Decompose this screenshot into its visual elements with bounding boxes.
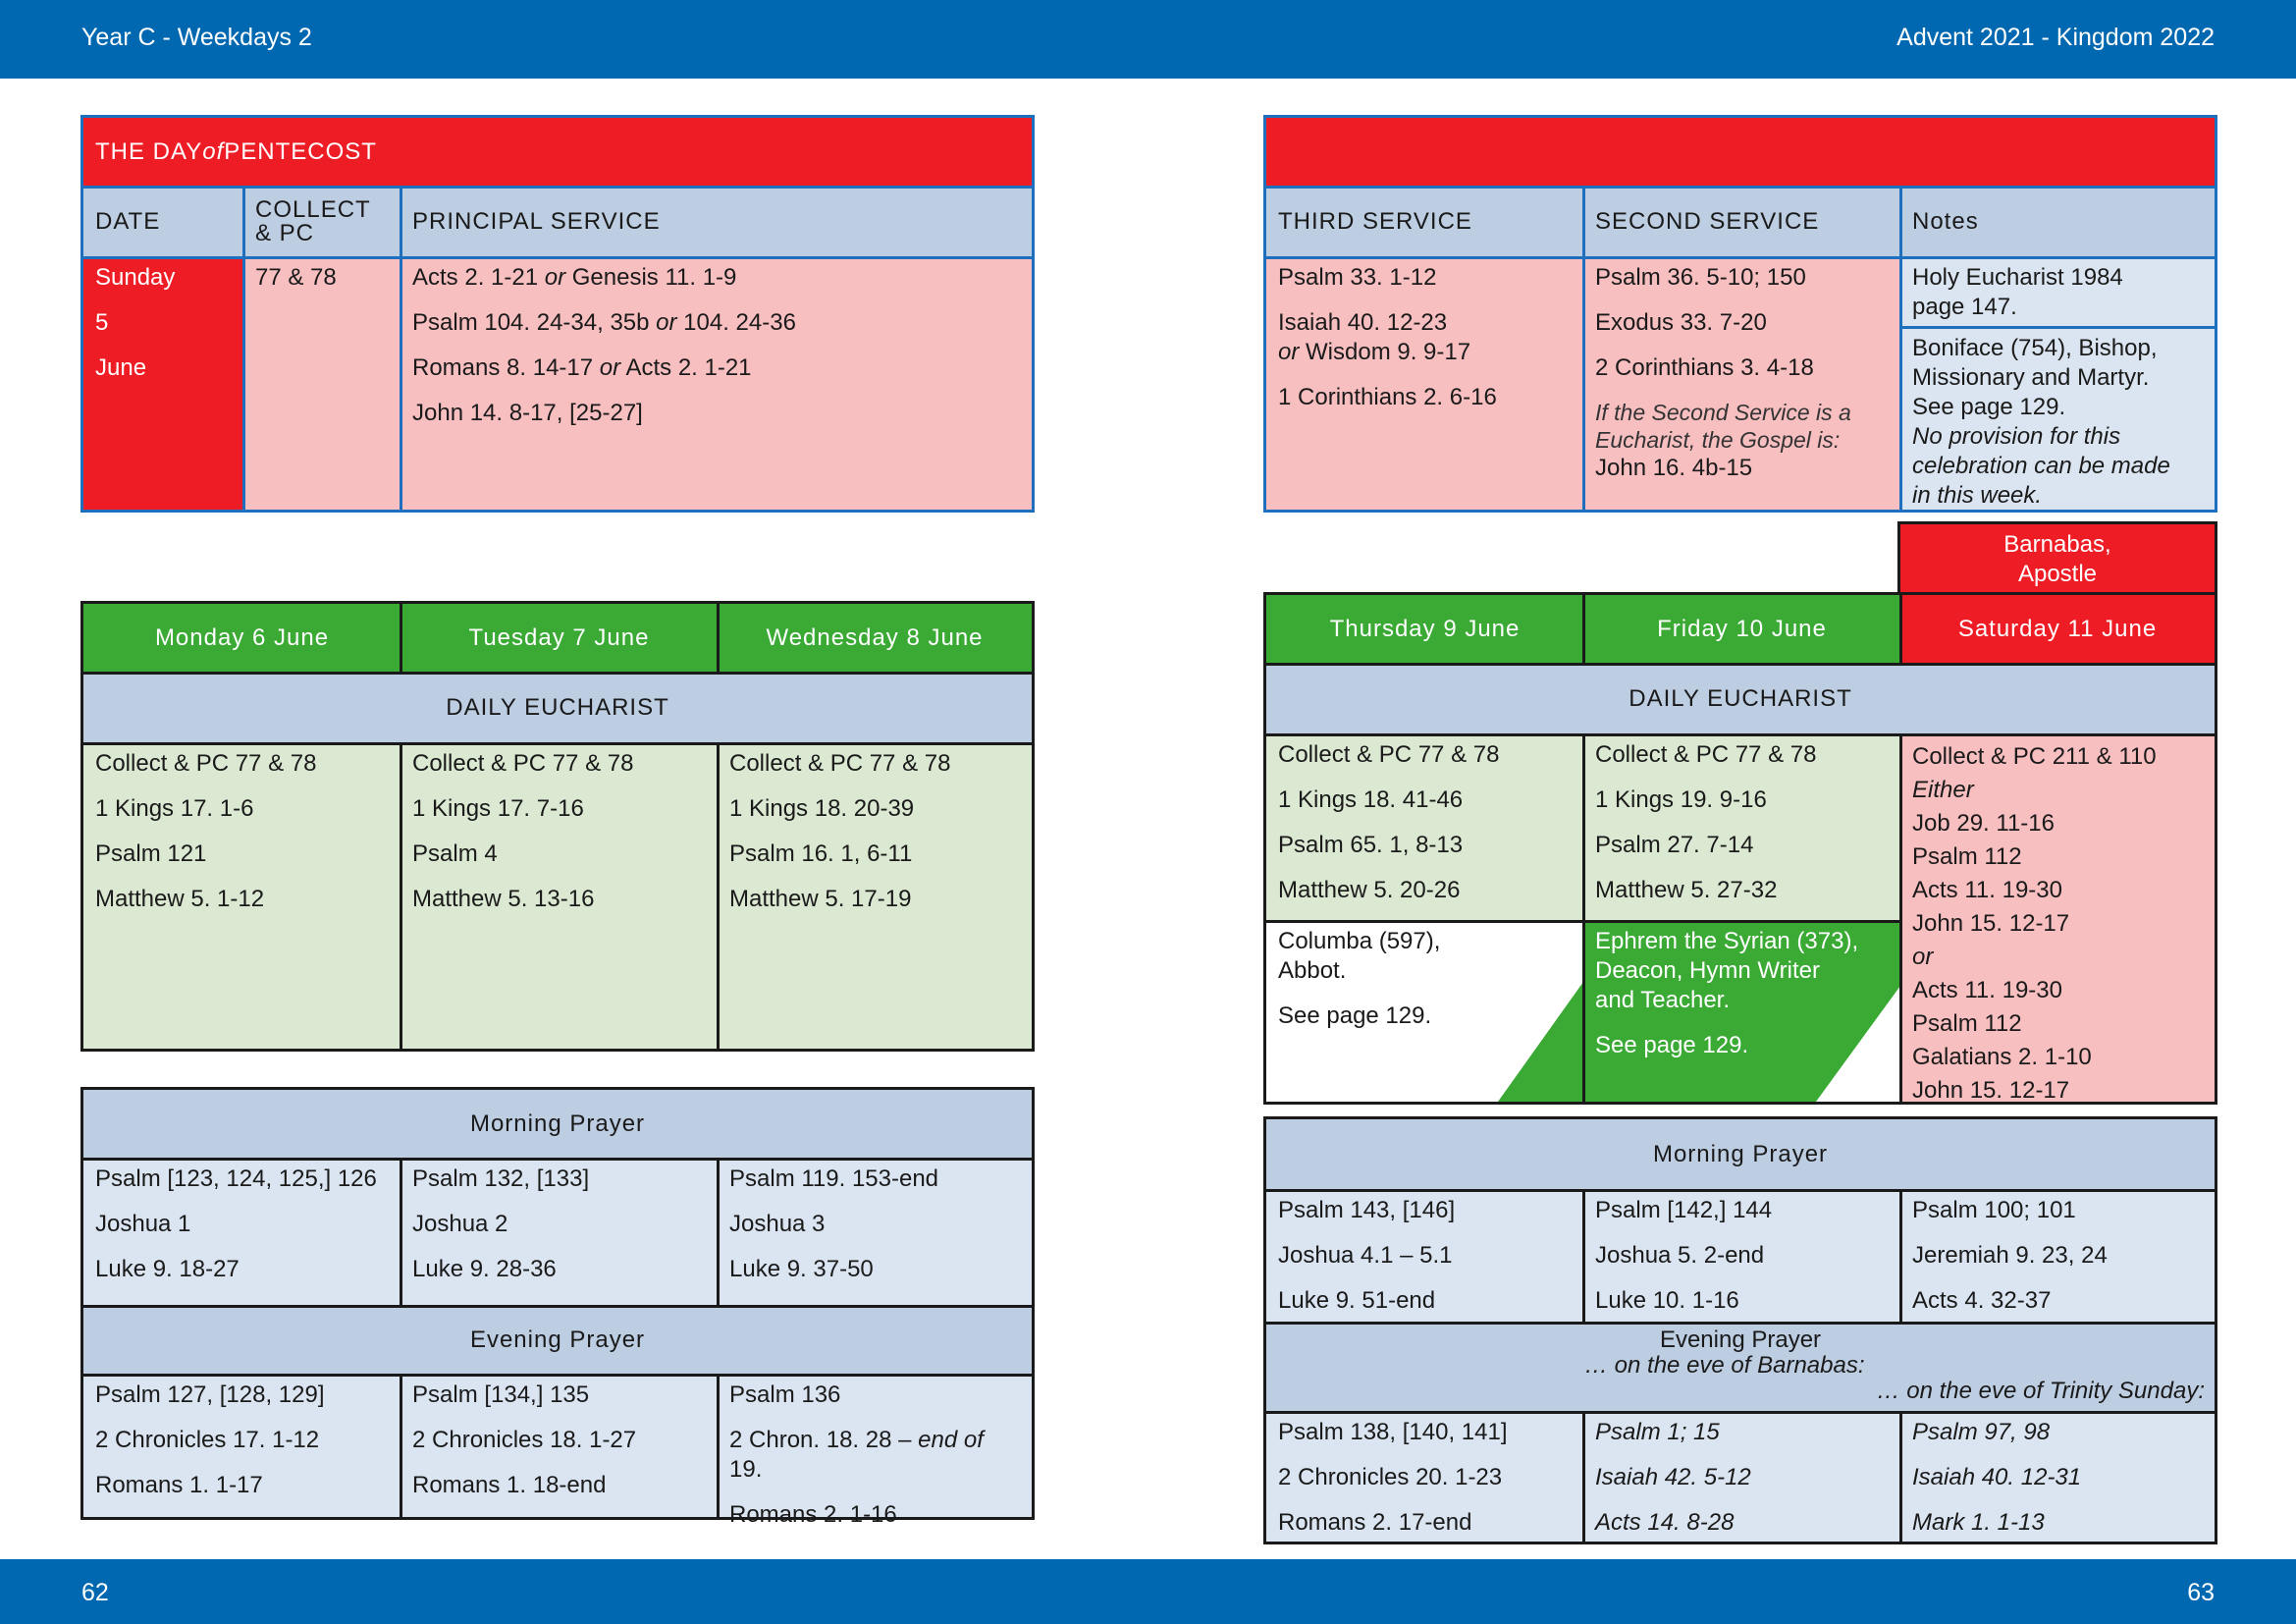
reading-line <box>412 263 1020 293</box>
date-line: 5 <box>95 309 109 336</box>
reading: Psalm 27. 7-14 <box>1595 832 1754 858</box>
note-line: Boniface (754), Bishop, <box>1912 335 2158 361</box>
reading: Luke 9. 28-36 <box>412 1256 557 1282</box>
or-text: or <box>1278 339 1300 365</box>
reading: 104. 24-36 <box>676 309 796 336</box>
or-text: or <box>544 264 566 291</box>
reading: Matthew 5. 1-12 <box>95 886 265 912</box>
commemoration-title: and Teacher. <box>1595 987 1731 1013</box>
reading: Collect & PC 211 & 110 <box>1912 743 2157 770</box>
reading: Isaiah 40. 12-23 <box>1278 309 1448 336</box>
reading: Collect & PC 77 & 78 <box>1595 741 1817 768</box>
col-third-header: THIRD SERVICE <box>1266 187 1583 257</box>
header-band <box>0 0 2296 79</box>
reading: Acts 2. 1-21 <box>412 264 545 291</box>
reading: Acts 14. 8-28 <box>1595 1509 1735 1536</box>
day-header: Tuesday 7 June <box>400 604 718 673</box>
evening-cell-eve-barnabas <box>1583 1412 1900 1542</box>
feast-name: Barnabas, <box>2003 531 2111 558</box>
evening-prayer-label: Evening Prayer <box>1659 1326 1822 1353</box>
page-number-left: 62 <box>81 1579 109 1606</box>
pentecost-title <box>83 118 1032 187</box>
col-second-header: SECOND SERVICE <box>1583 187 1900 257</box>
morning-cell <box>718 1159 1032 1306</box>
reading: Psalm 119. 153-end <box>729 1165 939 1192</box>
columba-cell <box>1266 921 1561 1102</box>
header-right: Advent 2021 - Kingdom 2022 <box>1896 24 2215 51</box>
reading: Psalm 112 <box>1912 1010 2022 1037</box>
reading: Psalm 33. 1-12 <box>1278 264 1437 291</box>
page-reference: See page 129. <box>1595 1032 1749 1058</box>
commemoration-name: Columba (597), <box>1278 928 1441 954</box>
reading: John 15. 12-17 <box>1912 1077 2070 1104</box>
reading: Matthew 5. 17-19 <box>729 886 912 912</box>
reading: Romans 1. 18-end <box>412 1472 607 1498</box>
pentecost-right-table <box>1263 115 2217 513</box>
day-header: Thursday 9 June <box>1266 595 1583 664</box>
pentecost-left-table <box>80 115 1035 513</box>
reading: Matthew 5. 27-32 <box>1595 877 1778 903</box>
reading: Psalm 16. 1, 6-11 <box>729 840 913 867</box>
reading: Psalm 112 <box>1912 843 2022 870</box>
reading: Luke 9. 51-end <box>1278 1287 1436 1314</box>
week-right-prayer <box>1263 1116 2217 1544</box>
page-number-right: 63 <box>2187 1579 2215 1606</box>
reading: Isaiah 40. 12-31 <box>1912 1464 2082 1490</box>
collect-cell: 77 & 78 <box>243 257 400 510</box>
daily-eucharist-label: DAILY EUCHARIST <box>83 673 1032 743</box>
note-line-italic: No provision for this <box>1912 423 2121 450</box>
col-date-header: DATE <box>83 187 243 257</box>
reading: Collect & PC 77 & 78 <box>95 750 317 777</box>
evening-cell <box>83 1375 400 1517</box>
eucharist-note: If the Second Service is a <box>1595 400 1851 425</box>
footer-band <box>0 1559 2296 1624</box>
reading: Acts 4. 32-37 <box>1912 1287 2052 1314</box>
reading: Galatians 2. 1-10 <box>1912 1044 2092 1070</box>
or-text: or <box>1912 944 1934 970</box>
reading: 1 Corinthians 2. 6-16 <box>1278 384 1497 410</box>
title-of: of <box>202 138 225 165</box>
reading: 2 Chronicles 17. 1-12 <box>95 1427 320 1453</box>
title-part: PENTECOST <box>224 138 377 165</box>
eucharist-cell <box>83 743 400 1049</box>
reading: Romans 2. 1-16 <box>729 1501 897 1528</box>
reading: Psalm 65. 1, 8-13 <box>1278 832 1464 858</box>
week-right-eucharist <box>1263 592 2217 1105</box>
reading: Matthew 5. 20-26 <box>1278 877 1461 903</box>
reading: Collect & PC 77 & 78 <box>412 750 634 777</box>
daily-eucharist-label: DAILY EUCHARIST <box>1266 664 2215 734</box>
end-of-text: end of <box>918 1427 984 1453</box>
reading: 2 Chronicles 20. 1-23 <box>1278 1464 1503 1490</box>
reading: Wisdom 9. 9-17 <box>1299 339 1471 365</box>
reading: Joshua 4.1 – 5.1 <box>1278 1242 1453 1269</box>
commemoration-title: Abbot. <box>1278 957 1347 984</box>
reading: Psalm 104. 24-34, 35b <box>412 309 657 336</box>
reading: Psalm 36. 5-10; 150 <box>1595 264 1806 291</box>
reading: Psalm 4 <box>412 840 498 867</box>
evening-cell <box>1266 1412 1583 1542</box>
note-line: See page 129. <box>1912 394 2066 420</box>
ephrem-cell <box>1583 921 1900 1102</box>
evening-cell <box>718 1375 1032 1528</box>
reading: Mark 1. 1-13 <box>1912 1509 2045 1536</box>
reading: Matthew 5. 13-16 <box>412 886 595 912</box>
reading: Psalm 143, [146] <box>1278 1197 1456 1223</box>
pentecost-title-band <box>1266 118 2215 187</box>
note-line: page 147. <box>1912 294 2017 320</box>
reading: Luke 10. 1-16 <box>1595 1287 1739 1314</box>
reading: Job 29. 11-16 <box>1912 810 2055 837</box>
morning-cell <box>83 1159 400 1306</box>
reading: 1 Kings 19. 9-16 <box>1595 786 1767 813</box>
reading: Acts 2. 1-21 <box>620 354 752 381</box>
either-text: Either <box>1912 777 1974 803</box>
reading: Romans 1. 1-17 <box>95 1472 263 1498</box>
barnabas-label <box>1897 521 2217 596</box>
reading: Joshua 2 <box>412 1211 508 1237</box>
reading: Psalm 1; 15 <box>1595 1419 1720 1445</box>
reading: Psalm [123, 124, 125,] 126 <box>95 1165 377 1192</box>
reading: 1 Kings 17. 7-16 <box>412 795 584 822</box>
evening-prayer-header <box>1266 1323 2215 1412</box>
reading: Psalm 121 <box>95 840 207 867</box>
reading: Psalm 100; 101 <box>1912 1197 2076 1223</box>
col-notes-header: Notes <box>1900 187 2215 257</box>
reading: Psalm 138, [140, 141] <box>1278 1419 1508 1445</box>
reading: Luke 9. 18-27 <box>95 1256 240 1282</box>
reading: 2 Chron. 18. 28 – <box>729 1427 919 1453</box>
morning-cell <box>1266 1190 1583 1323</box>
evening-prayer-label: Evening Prayer <box>83 1306 1032 1375</box>
morning-cell <box>400 1159 718 1306</box>
date-line: June <box>95 354 147 381</box>
page-reference: See page 129. <box>1278 1002 1432 1029</box>
principal-cell <box>400 257 1032 510</box>
reading: John 16. 4b-15 <box>1595 455 1753 481</box>
reading: Psalm [142,] 144 <box>1595 1197 1773 1223</box>
reading: Joshua 1 <box>95 1211 191 1237</box>
reading: Joshua 3 <box>729 1211 826 1237</box>
notes-cell-1 <box>1900 257 2215 326</box>
reading: Collect & PC 77 & 78 <box>1278 741 1500 768</box>
reading: 2 Chronicles 18. 1-27 <box>412 1427 637 1453</box>
title-part: THE DAY <box>95 138 203 165</box>
notes-cell-2 <box>1900 328 2215 510</box>
morning-cell <box>1583 1190 1900 1323</box>
reading: Collect & PC 77 & 78 <box>729 750 951 777</box>
commemoration-name: Ephrem the Syrian (373), <box>1595 928 1859 954</box>
reading: Isaiah 42. 5-12 <box>1595 1464 1751 1490</box>
morning-prayer-label: Morning Prayer <box>83 1090 1032 1159</box>
feast-title: Apostle <box>2017 561 2098 587</box>
day-header: Wednesday 8 June <box>718 604 1032 673</box>
week-left-eucharist <box>80 601 1035 1052</box>
date-line: Sunday <box>95 264 176 291</box>
reading: Acts 11. 19-30 <box>1912 877 2062 903</box>
note-line-italic: celebration can be made <box>1912 453 2170 479</box>
col-collect-header: COLLECT & PC <box>243 187 400 257</box>
morning-cell <box>1900 1190 2215 1323</box>
eucharist-cell <box>1583 734 1900 921</box>
reading: Genesis 11. 1-9 <box>565 264 737 291</box>
reading: Psalm 132, [133] <box>412 1165 590 1192</box>
note-line-italic: in this week. <box>1912 482 2043 509</box>
reading: Psalm 136 <box>729 1381 841 1408</box>
reading-line <box>412 308 1020 338</box>
date-cell <box>83 257 243 510</box>
eucharist-cell <box>718 743 1032 1049</box>
reading: 2 Corinthians 3. 4-18 <box>1595 354 1814 381</box>
reading: Exodus 33. 7-20 <box>1595 309 1767 336</box>
eucharist-note: Eucharist, the Gospel is: <box>1595 427 1841 453</box>
reading: Romans 2. 17-end <box>1278 1509 1472 1536</box>
day-header-saturday: Saturday 11 June <box>1900 595 2215 664</box>
morning-prayer-label: Morning Prayer <box>1266 1119 2215 1190</box>
eve-of-barnabas-label: … on the eve of Barnabas: <box>1584 1352 1865 1379</box>
commemoration-title: Deacon, Hymn Writer <box>1595 957 1820 984</box>
saturday-eucharist-cell <box>1900 734 2215 1102</box>
note-line: Missionary and Martyr. <box>1912 364 2150 391</box>
col-principal-header: PRINCIPAL SERVICE <box>400 187 1032 257</box>
third-service-cell <box>1266 257 1583 510</box>
day-header: Friday 10 June <box>1583 595 1900 664</box>
reading: Acts 11. 19-30 <box>1912 977 2062 1003</box>
reading: 1 Kings 18. 20-39 <box>729 795 915 822</box>
day-header: Monday 6 June <box>83 604 400 673</box>
note-line: Holy Eucharist 1984 <box>1912 264 2123 291</box>
reading: 1 Kings 17. 1-6 <box>95 795 254 822</box>
eve-of-trinity-label: … on the eve of Trinity Sunday: <box>1876 1378 2205 1404</box>
week-left-prayer <box>80 1087 1035 1528</box>
eucharist-cell <box>1266 734 1583 921</box>
reading: Psalm 127, [128, 129] <box>95 1381 325 1408</box>
reading: Psalm [134,] 135 <box>412 1381 590 1408</box>
header-left: Year C - Weekdays 2 <box>81 24 312 51</box>
eucharist-cell <box>400 743 718 1049</box>
reading: Joshua 5. 2-end <box>1595 1242 1765 1269</box>
or-text: or <box>656 309 677 336</box>
reading-line: John 14. 8-17, [25-27] <box>412 400 643 426</box>
reading: Luke 9. 37-50 <box>729 1256 874 1282</box>
reading-line <box>412 353 1020 383</box>
evening-cell <box>400 1375 718 1517</box>
reading: 1 Kings 18. 41-46 <box>1278 786 1464 813</box>
reading: 19. <box>729 1456 763 1483</box>
reading: John 15. 12-17 <box>1912 910 2070 937</box>
reading: Romans 8. 14-17 <box>412 354 600 381</box>
or-text: or <box>599 354 621 381</box>
reading: Psalm 97, 98 <box>1912 1419 2051 1445</box>
second-service-cell <box>1583 257 1900 510</box>
reading: Jeremiah 9. 23, 24 <box>1912 1242 2108 1269</box>
evening-cell-eve-trinity <box>1900 1412 2215 1542</box>
